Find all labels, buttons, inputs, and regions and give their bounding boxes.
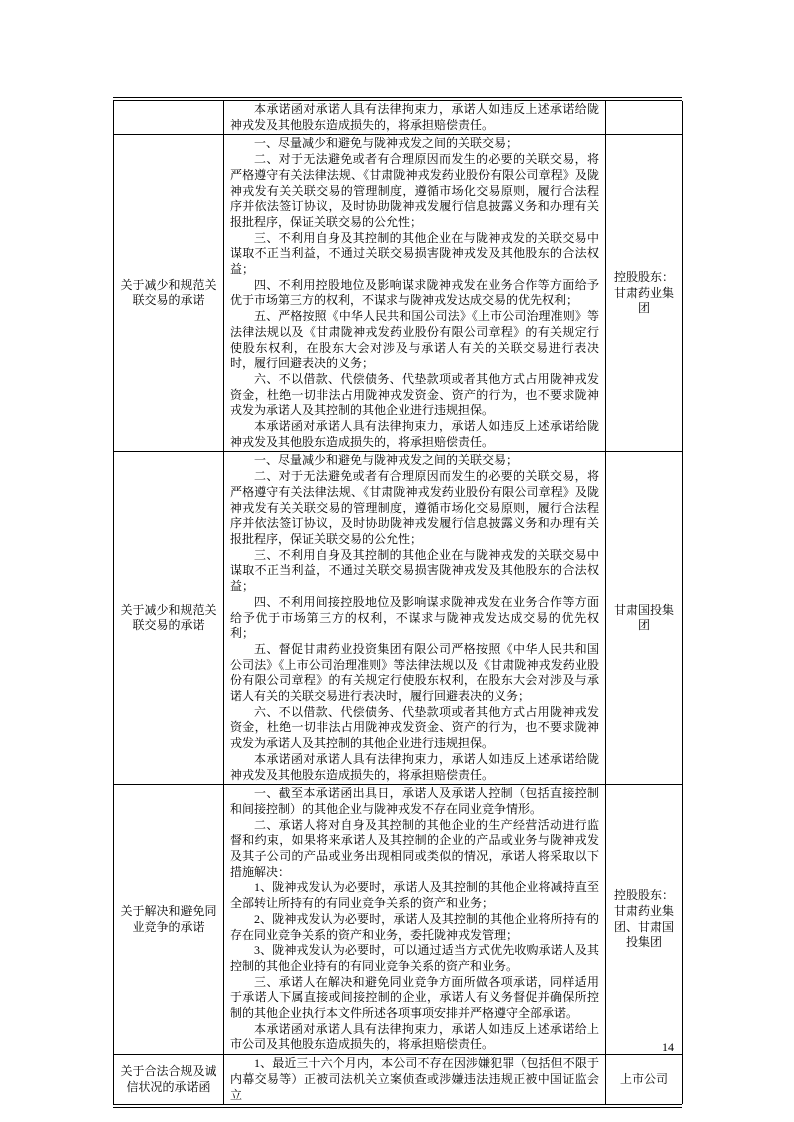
- commitment-category-cell: 关于减少和规范关联交易的承诺: [114, 135, 224, 452]
- commitment-party-cell: 控股股东：甘肃药业集团: [606, 135, 683, 452]
- commitment-paragraph: 五、严格按照《中华人民共和国公司法》《上市公司治理准则》等法律法规以及《甘肃陇神戎发药业股份有限公司章程》的有关规定行使股东权利，在股东大会对涉及与承诺人有关的关联交易进行表决时，履行回避表决的义务；: [230, 309, 599, 371]
- commitment-paragraph: 六、不以借款、代偿债务、代垫款项或者其他方式占用陇神戎发资金，杜绝一切非法占用陇神戎发资金、资产的行为，也不要求陇神戎发为承诺人及其控制的其他企业进行违规担保。: [230, 371, 599, 418]
- commitment-party-cell: 控股股东：甘肃药业集团、甘肃国投集团: [606, 785, 683, 1055]
- table-row: [114, 452, 683, 785]
- commitments-table-wrapper: [113, 97, 682, 1108]
- commitment-content-cell: [224, 1055, 606, 1105]
- commitment-category-cell: 关于合法合规及诚信状况的承诺函: [114, 1055, 224, 1105]
- table-row: [114, 135, 683, 452]
- commitment-paragraph: 一、尽量减少和避免与陇神戎发之间的关联交易；: [254, 136, 519, 151]
- commitment-category-cell: 关于减少和规范关联交易的承诺: [114, 452, 224, 785]
- commitment-paragraph: 本承诺函对承诺人具有法律拘束力，承诺人如违反上述承诺给陇神戎发及其他股东造成损失的，将承担赔偿责任。: [230, 751, 599, 782]
- commitment-party-cell: 上市公司: [606, 1055, 683, 1105]
- page-number: 14: [662, 1040, 674, 1054]
- commitment-paragraph: 二、对于无法避免或者有合理原因而发生的必要的关联交易，将严格遵守有关法律法规、《甘肃陇神戎发药业股份有限公司章程》及陇神戎发有关关联交易的管理制度，遵循市场化交易原则，履行合法程序并依法签订协议，及时协助陇神戎发履行信息披露义务和办理有关报批程序，保证关联交易的公允性；: [230, 469, 599, 546]
- table-row: [114, 101, 683, 135]
- commitment-paragraph: 三、不利用自身及其控制的其他企业在与陇神戎发的关联交易中谋取不正当利益，不通过关联交易损害陇神戎发及其他股东的合法权益；: [230, 230, 599, 277]
- commitment-category-cell: [114, 101, 224, 135]
- commitment-paragraph: 四、不利用间接控股地位及影响谋求陇神戎发在业务合作等方面给予优于市场第三方的权利，不谋求与陇神戎发达成交易的优先权利；: [230, 594, 599, 641]
- commitment-paragraph: 本承诺函对承诺人具有法律拘束力，承诺人如违反上述承诺给陇神戎发及其他股东造成损失的，将承担赔偿责任。: [230, 419, 599, 449]
- table-row: [114, 785, 683, 1055]
- commitment-content-cell: [224, 135, 606, 452]
- commitment-paragraph: 1、陇神戎发认为必要时，承诺人及其控制的其他企业将减持直至全部转让所持有的有同业竞争关系的资产和业务；: [230, 880, 599, 911]
- commitment-content-cell: [224, 452, 606, 785]
- commitments-table: [113, 101, 683, 1104]
- commitment-party-cell: 甘肃国投集团: [606, 452, 683, 785]
- table-row: [114, 1055, 683, 1105]
- commitment-paragraph: 一、尽量减少和避免与陇神戎发之间的关联交易；: [254, 453, 519, 468]
- commitment-paragraph: 三、不利用自身及其控制的其他企业在与陇神戎发的关联交易中谋取不正当利益，不通过关联交易损害陇神戎发及其他股东的合法权益；: [230, 547, 599, 594]
- commitment-paragraph: 五、督促甘肃药业投资集团有限公司严格按照《中华人民共和国公司法》《上市公司治理准则》等法律法规以及《甘肃陇神戎发药业股份有限公司章程》的有关规定行使股东权利，在股东大会对涉及与承诺人有关的关联交易进行表决时，履行回避表决的义务；: [230, 641, 599, 704]
- commitment-paragraph: 3、陇神戎发认为必要时，可以通过适当方式优先收购承诺人及其控制的其他企业持有的有同业竞争关系的资产和业务。: [230, 943, 599, 973]
- commitment-paragraph: 二、承诺人将对自身及其控制的其他企业的生产经营活动进行监督和约束，如果将来承诺人及其控制的企业的产品或业务与陇神戎发及其子公司的产品或业务出现相同或类似的情况，承诺人将采取以下措施解决：: [230, 817, 599, 879]
- commitment-paragraph: 本承诺函对承诺人具有法律拘束力，承诺人如违反上述承诺给上市公司及其他股东造成损失的，将承担赔偿责任。: [230, 1021, 599, 1052]
- commitment-party-cell: [606, 101, 683, 135]
- commitment-paragraph: 四、不利用控股地位及影响谋求陇神戎发在业务合作等方面给予优于市场第三方的权利，不谋求与陇神戎发达成交易的优先权利；: [230, 277, 599, 308]
- commitment-paragraph: 六、不以借款、代偿债务、代垫款项或者其他方式占用陇神戎发资金，杜绝一切非法占用陇神戎发资金、资产的行为，也不要求陇神戎发为承诺人及其控制的其他企业进行违规担保。: [230, 704, 599, 751]
- commitment-paragraph: 二、对于无法避免或者有合理原因而发生的必要的关联交易，将严格遵守有关法律法规、《甘肃陇神戎发药业股份有限公司章程》及陇神戎发有关关联交易的管理制度，遵循市场化交易原则，履行合法程序并依法签订协议，及时协助陇神戎发履行信息披露义务和办理有关报批程序，保证关联交易的公允性；: [230, 152, 599, 229]
- commitment-paragraph: 三、承诺人在解决和避免同业竞争方面所做各项承诺，同样适用于承诺人下属直接或间接控制的企业，承诺人有义务督促并确保所控制的其他企业执行本文件所述各项事项安排并严格遵守全部承诺。: [230, 974, 599, 1021]
- commitment-category-cell: 关于解决和避免同业竞争的承诺: [114, 785, 224, 1055]
- commitment-paragraph: 1、最近三十六个月内，本公司不存在因涉嫌犯罪（包括但不限于内幕交易等）正被司法机关立案侦查或涉嫌违法违规正被中国证监会立: [230, 1056, 599, 1102]
- commitment-content-cell: [224, 101, 606, 135]
- commitment-paragraph: 本承诺函对承诺人具有法律拘束力，承诺人如违反上述承诺给陇神戎发及其他股东造成损失的，将承担赔偿责任。: [230, 102, 599, 132]
- commitment-content-cell: [224, 785, 606, 1055]
- commitment-paragraph: 2、陇神戎发认为必要时，承诺人及其控制的其他企业将所持有的存在同业竞争关系的资产和业务，委托陇神戎发管理；: [230, 911, 599, 942]
- commitment-paragraph: 一、截至本承诺函出具日，承诺人及承诺人控制（包括直接控制和间接控制）的其他企业与陇神戎发不存在同业竞争情形。: [230, 786, 599, 816]
